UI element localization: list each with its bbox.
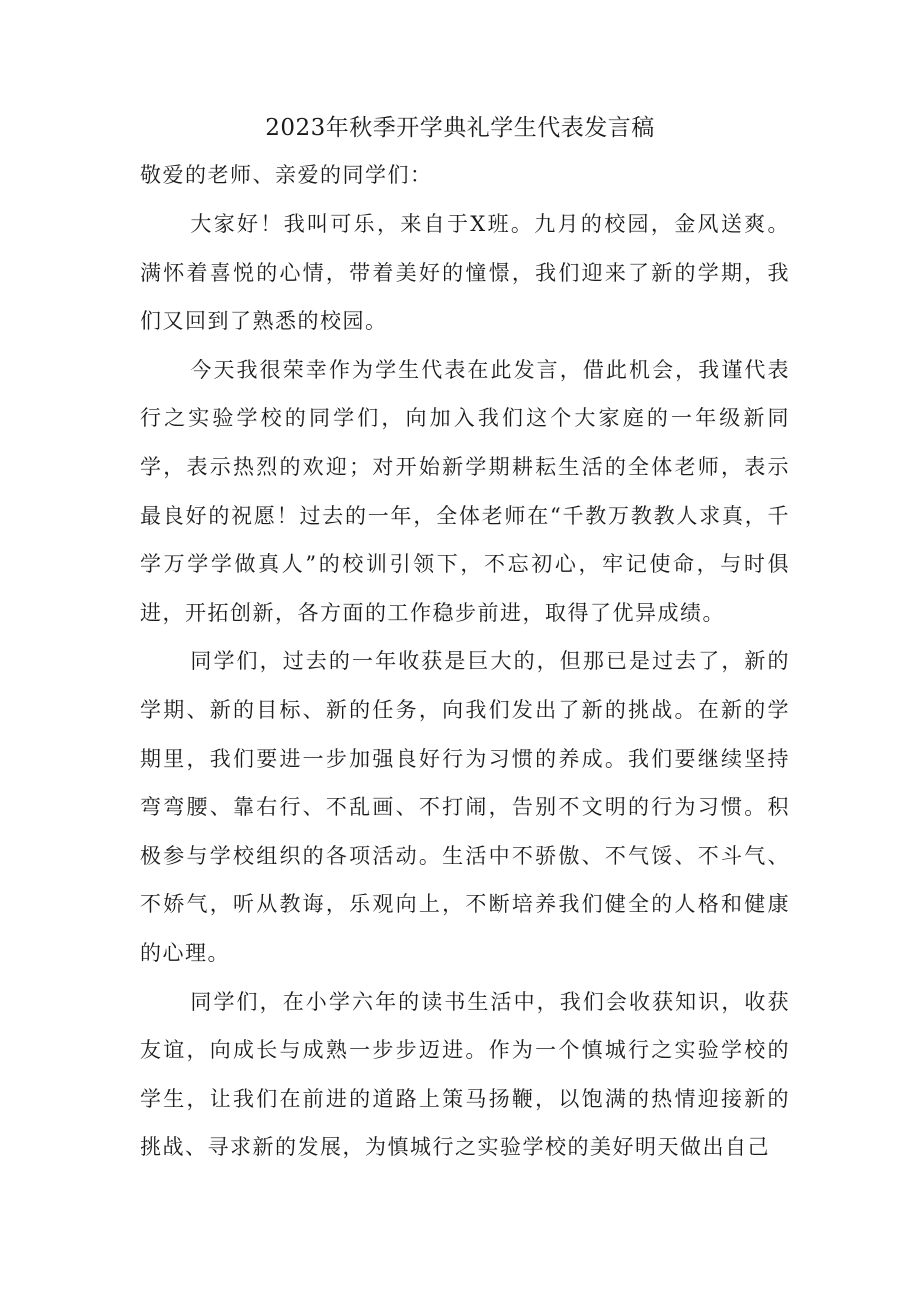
paragraph-1: 大家好！我叫可乐，来自于X班。九月的校园，金风送爽。满怀着喜悦的心情，带着美好的憧憬，我们迎来了新的学期，我们又回到了熟悉的校园。 bbox=[140, 212, 790, 334]
page-title: 2023年秋季开学典礼学生代表发言稿 bbox=[265, 115, 655, 141]
paragraph-3: 同学们，过去的一年收获是巨大的，但那已是过去了，新的学期、新的目标、新的任务，向我们发出了新的挑战。在新的学期里，我们要进一步加强良好行为习惯的养成。我们要继续坚持弯弯腰、靠右行、不乱画、不打闹，告别不文明的行为习惯。积极参与学校组织的各项活动。生活中不骄傲、不气馁、不斗气、不娇气，听从教诲，乐观向上，不断培养我们健全的人格和健康的心理。 bbox=[140, 649, 790, 965]
document-body bbox=[140, 200, 790, 1172]
paragraph-2: 今天我很荣幸作为学生代表在此发言，借此机会，我谨代表行之实验学校的同学们，向加入我们这个大家庭的一年级新同学，表示热烈的欢迎；对开始新学期耕耘生活的全体老师，表示最良好的祝愿！过去的一年，全体老师在“千教万教教人求真，千学万学学做真人”的校训引领下，不忘初心，牢记使命，与时俱进，开拓创新，各方面的工作稳步前进，取得了优异成绩。 bbox=[140, 357, 790, 625]
paragraph-4: 同学们，在小学六年的读书生活中，我们会收获知识，收获友谊，向成长与成熟一步步迈进。作为一个慎城行之实验学校的学生，让我们在前进的道路上策马扬鞭，以饱满的热情迎接新的挑战、寻求新的发展，为慎城行之实验学校的美好明天做出自己 bbox=[140, 989, 790, 1160]
salutation: 敬爱的老师、亲爱的同学们： bbox=[140, 163, 433, 187]
